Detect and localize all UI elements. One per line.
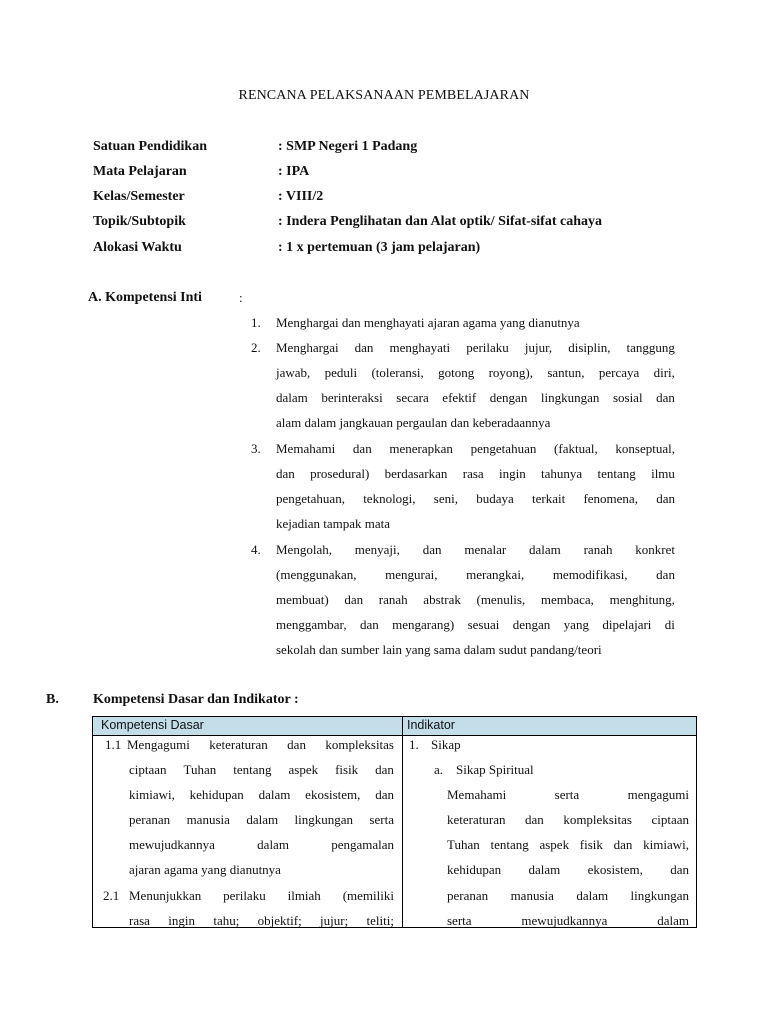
- word: objektif;: [257, 913, 302, 928]
- word: dan: [670, 862, 689, 877]
- word: dengan: [512, 617, 551, 632]
- word: peranan: [447, 888, 489, 903]
- word: tanggung: [626, 340, 675, 355]
- word: dalam: [657, 913, 689, 928]
- word: tahu;: [213, 913, 240, 928]
- kd-item-line: [129, 812, 394, 828]
- word: dengan: [489, 390, 528, 405]
- ki-item-line: [276, 441, 675, 457]
- word: dalam: [258, 787, 291, 802]
- word: dan: [344, 592, 364, 607]
- word: dan: [375, 787, 394, 802]
- word: menggambar,: [276, 617, 347, 632]
- word: rasa: [462, 466, 484, 481]
- word: Tuhan: [183, 762, 217, 777]
- word: manusia: [186, 812, 230, 827]
- word: lingkungan: [630, 888, 689, 903]
- indicator-line: [447, 837, 689, 853]
- word: peranan: [129, 812, 171, 827]
- word: serta: [447, 913, 472, 928]
- word: (menggunakan,: [276, 567, 357, 582]
- word: dan: [656, 390, 675, 405]
- word: efektif: [442, 390, 477, 405]
- ki-item-number: 4.: [251, 542, 261, 557]
- word: kehidupan: [189, 787, 244, 802]
- word: yang: [563, 617, 589, 632]
- competency-table: [92, 716, 697, 928]
- word: abstrak: [423, 592, 461, 607]
- word: membuat): [276, 592, 329, 607]
- word: gotong: [438, 365, 475, 380]
- word: Menghargai: [276, 340, 339, 355]
- word: dalam: [529, 542, 561, 557]
- word: manusia: [510, 888, 554, 903]
- word: secara: [396, 390, 429, 405]
- ki-item-line: sekolah dan sumber lain yang sama dalam sudut pandang/teori: [276, 642, 602, 657]
- word: fisik: [335, 762, 359, 777]
- info-value-time: : 1 x pertemuan (3 jam pelajaran): [278, 240, 481, 255]
- word: ciptaan: [651, 812, 689, 827]
- ki-item-line: [276, 340, 675, 356]
- word: keteraturan: [447, 812, 506, 827]
- document-title: RENCANA PELAKSANAAN PEMBELAJARAN: [238, 88, 530, 103]
- word: konseptual,: [615, 441, 675, 456]
- word: mengarang): [392, 617, 455, 632]
- word: dalam: [257, 837, 289, 852]
- info-label-school: Satuan Pendidikan: [93, 139, 207, 154]
- word: aspek: [288, 762, 319, 777]
- word: dan: [276, 466, 295, 481]
- word: peduli: [324, 365, 358, 380]
- word: budaya: [476, 491, 514, 506]
- kd-item-line: [129, 762, 394, 778]
- word: (memiliki: [342, 888, 394, 903]
- kd-item-number: 1.1: [105, 737, 122, 752]
- word: memodifikasi,: [552, 567, 628, 582]
- word: berinteraksi: [321, 390, 383, 405]
- word: dan: [422, 542, 442, 557]
- word: serta: [369, 812, 394, 827]
- word: dan: [656, 567, 675, 582]
- word: fenomena,: [583, 491, 638, 506]
- word: kimiawi,: [129, 787, 175, 802]
- word: teliti;: [366, 913, 394, 928]
- indicator-line: [447, 787, 689, 803]
- ki-item-line: [276, 466, 675, 482]
- indicator-item-label: Sikap: [431, 737, 461, 752]
- kd-item-line: [129, 787, 394, 803]
- ki-item-line: [276, 617, 675, 633]
- info-value-topic: : Indera Penglihatan dan Alat optik/ Sifat-sifat cahaya: [278, 214, 602, 229]
- word: di: [664, 617, 675, 632]
- word: sosial: [612, 390, 643, 405]
- word: tahunya: [541, 466, 583, 481]
- word: fisik: [579, 837, 603, 852]
- word: keteraturan: [209, 737, 268, 752]
- word: dan: [359, 617, 379, 632]
- section-a-heading: A. Kompetensi Inti: [88, 290, 202, 305]
- word: kompleksitas: [325, 737, 394, 752]
- kd-item-line-wrap: [129, 837, 394, 853]
- word: (toleransi,: [371, 365, 424, 380]
- word: sesuai: [467, 617, 500, 632]
- word: ranah: [378, 592, 408, 607]
- word: menalar: [464, 542, 507, 557]
- word: dalam: [276, 390, 308, 405]
- info-label-topic: Topik/Subtopik: [93, 214, 186, 229]
- info-value-school: : SMP Negeri 1 Padang: [278, 139, 418, 154]
- word: dan: [613, 837, 633, 852]
- word: ekosistem,: [587, 862, 643, 877]
- table-header-indikator: Indikator: [407, 718, 455, 732]
- indicator-sub-letter: a.: [434, 762, 444, 777]
- word: dan: [656, 491, 675, 506]
- section-b-heading: Kompetensi Dasar dan Indikator :: [93, 692, 299, 707]
- ki-item-line: [276, 592, 675, 608]
- ki-item-line: [276, 390, 675, 406]
- word: kimiawi,: [643, 837, 689, 852]
- word: seni,: [433, 491, 458, 506]
- info-label-subject: Mata Pelajaran: [93, 164, 187, 179]
- word: dan: [375, 762, 394, 777]
- word: perilaku: [223, 888, 266, 903]
- word: tentang: [597, 466, 636, 481]
- ki-item-line: [276, 542, 675, 558]
- indicator-item-number: 1.: [409, 737, 419, 752]
- word: santun,: [547, 365, 585, 380]
- indicator-line: [447, 812, 689, 828]
- word: kehidupan: [447, 862, 502, 877]
- word: ilmiah: [287, 888, 321, 903]
- kd-item-line: [127, 737, 394, 753]
- ki-item-line: [276, 567, 675, 583]
- word: Mengolah,: [276, 542, 332, 557]
- word: Memahami: [447, 787, 507, 802]
- word: (menulis,: [476, 592, 526, 607]
- word: ranah: [583, 542, 613, 557]
- word: tentang: [233, 762, 272, 777]
- info-value-class: : VIII/2: [278, 189, 324, 204]
- word: dan: [352, 441, 372, 456]
- word: ekosistem,: [305, 787, 361, 802]
- word: teknologi,: [363, 491, 416, 506]
- word: mewujudkannya: [129, 837, 215, 852]
- table-header-row: [93, 717, 696, 736]
- info-label-time: Alokasi Waktu: [93, 240, 182, 255]
- word: pengetahuan: [470, 441, 537, 456]
- indicator-line: [447, 913, 689, 928]
- word: serta: [554, 787, 580, 802]
- word: diri,: [653, 365, 675, 380]
- table-column-divider: [402, 717, 403, 928]
- info-value-subject: : IPA: [278, 164, 310, 179]
- word: berdasarkan: [384, 466, 448, 481]
- indicator-line: [447, 888, 689, 904]
- word: Menunjukkan: [129, 888, 202, 903]
- word: dan: [525, 812, 544, 827]
- word: jujur,: [524, 340, 553, 355]
- ki-item-line: alam dalam jangkauan pergaulan dan keberadaannya: [276, 415, 551, 430]
- indicator-sub-label: Sikap Spiritual: [456, 762, 534, 777]
- kd-item-line: [129, 913, 394, 928]
- word: mengurai,: [385, 567, 438, 582]
- word: percaya: [598, 365, 640, 380]
- section-a-colon: :: [239, 290, 243, 305]
- word: Tuhan: [447, 837, 480, 852]
- word: dalam: [246, 812, 279, 827]
- word: konkret: [635, 542, 675, 557]
- word: menghayati: [389, 340, 451, 355]
- kd-item-line: ajaran agama yang dianutnya: [129, 862, 281, 877]
- word: rasa: [129, 913, 150, 928]
- kd-item-line: [129, 888, 394, 904]
- word: pengamalan: [331, 837, 394, 852]
- word: dan: [287, 737, 306, 752]
- word: perilaku: [466, 340, 509, 355]
- word: menerapkan: [389, 441, 453, 456]
- word: membaca,: [540, 592, 594, 607]
- word: lingkungan: [540, 390, 600, 405]
- word: jujur;: [320, 913, 349, 928]
- word: ilmu: [651, 466, 675, 481]
- word: menghitung,: [609, 592, 675, 607]
- table-header-kompetensi: Kompetensi Dasar: [101, 718, 204, 732]
- word: mewujudkannya: [521, 913, 608, 928]
- word: dalam: [528, 862, 561, 877]
- word: kompleksitas: [563, 812, 632, 827]
- word: merangkai,: [466, 567, 525, 582]
- word: menyaji,: [354, 542, 400, 557]
- word: royong),: [488, 365, 533, 380]
- indicator-line: [447, 862, 689, 878]
- kd-item-number: 2.1: [103, 888, 120, 903]
- word: ciptaan: [129, 762, 167, 777]
- word: Mengagumi: [127, 737, 190, 752]
- ki-item-number: 1.: [251, 315, 261, 330]
- ki-item-number: 2.: [251, 340, 261, 355]
- word: ingin: [498, 466, 526, 481]
- word: disiplin,: [568, 340, 611, 355]
- ki-item-line: Menghargai dan menghayati ajaran agama yang dianutnya: [276, 315, 580, 330]
- word: jawab,: [276, 365, 311, 380]
- word: dipelajari: [602, 617, 652, 632]
- word: lingkungan: [294, 812, 353, 827]
- word: ingin: [168, 913, 195, 928]
- ki-item-line: [276, 491, 675, 507]
- info-label-class: Kelas/Semester: [93, 189, 185, 204]
- word: Memahami: [276, 441, 336, 456]
- ki-item-line: kejadian tampak mata: [276, 516, 391, 531]
- word: dan: [354, 340, 374, 355]
- word: pengetahuan,: [276, 491, 345, 506]
- ki-item-line: [276, 365, 675, 381]
- word: dalam: [576, 888, 609, 903]
- word: (faktual,: [554, 441, 598, 456]
- word: aspek: [539, 837, 570, 852]
- word: terkait: [532, 491, 566, 506]
- kd-item-line: [129, 837, 394, 853]
- word: tentang: [490, 837, 529, 852]
- ki-item-number: 3.: [251, 441, 261, 456]
- word: prosedural): [310, 466, 370, 481]
- word: mengagumi: [627, 787, 689, 802]
- section-b-letter: B.: [46, 692, 59, 707]
